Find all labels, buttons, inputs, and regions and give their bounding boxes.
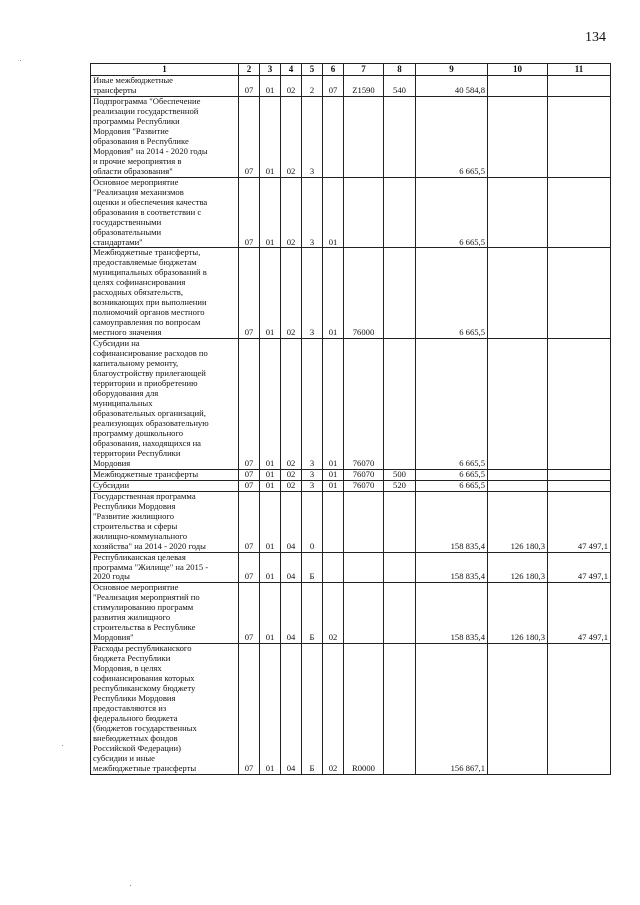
row-name: Межбюджетные трансферты, предоставляемые бюджетам муниципальных образований в целях софинансирования расходных обязательств, возникающих при выполнении полномочий органов местного самоуправления по вопросам местного значения: [91, 248, 239, 339]
code-subsection: 01: [260, 76, 281, 97]
row-name: Субсидии на софинансирование расходов по капитальному ремонту, благоустройству прилегающей территории и приобретению оборудования для муниципальных образовательных организаций, реализующих образовательную программу дошкольного образования, находящихся на территории Республики Мордовия: [91, 339, 239, 470]
col-header: 2: [239, 64, 260, 76]
code-program: 02: [281, 96, 302, 177]
code-section: 07: [239, 76, 260, 97]
col-header: 7: [344, 64, 384, 76]
amount-col-10: 126 180,3: [488, 552, 548, 583]
code-program: 04: [281, 552, 302, 583]
table-row: [91, 552, 611, 583]
code-expense-type: [384, 491, 416, 552]
table-row: [91, 96, 611, 177]
col-header: 3: [260, 64, 281, 76]
code-subsection: 01: [260, 644, 281, 775]
scan-dot: [20, 60, 21, 61]
amount-col-10: [488, 248, 548, 339]
code-activity: 01: [323, 480, 344, 491]
code-activity: 01: [323, 248, 344, 339]
code-expense-type: 500: [384, 469, 416, 480]
code-expense-type: [384, 552, 416, 583]
row-name: Основное мероприятие "Реализация механизмов оценки и обеспечения качества образования в соответствии с государственными образовательными стандартами": [91, 177, 239, 248]
amount-col-10: [488, 76, 548, 97]
code-subsection: 01: [260, 469, 281, 480]
col-header: 11: [548, 64, 611, 76]
table-row: [91, 177, 611, 248]
table-row: [91, 644, 611, 775]
amount-col-9: 6 665,5: [416, 469, 488, 480]
code-activity: 02: [323, 583, 344, 644]
row-name: Субсидии: [91, 480, 239, 491]
amount-col-10: [488, 96, 548, 177]
amount-col-9: 158 835,4: [416, 491, 488, 552]
code-direction: [344, 552, 384, 583]
code-direction: [344, 96, 384, 177]
table-row: [91, 76, 611, 97]
code-direction: 76070: [344, 339, 384, 470]
code-subsection: 01: [260, 177, 281, 248]
code-program: 02: [281, 76, 302, 97]
row-name: Иные межбюджетные трансферты: [91, 76, 239, 97]
code-expense-type: [384, 644, 416, 775]
code-subprogram: Б: [302, 552, 323, 583]
col-header: 9: [416, 64, 488, 76]
code-direction: [344, 583, 384, 644]
code-expense-type: 540: [384, 76, 416, 97]
code-subsection: 01: [260, 491, 281, 552]
header-row: [91, 64, 611, 76]
row-name: Межбюджетные трансферты: [91, 469, 239, 480]
row-name: Основное мероприятие "Реализация мероприятий по стимулированию программ развития жилищного строительства в Республике Мордовия": [91, 583, 239, 644]
amount-col-9: 6 665,5: [416, 177, 488, 248]
amount-col-9: 156 867,1: [416, 644, 488, 775]
code-expense-type: [384, 583, 416, 644]
code-subsection: 01: [260, 96, 281, 177]
code-activity: 01: [323, 339, 344, 470]
code-expense-type: [384, 248, 416, 339]
code-expense-type: [384, 339, 416, 470]
code-activity: [323, 552, 344, 583]
code-activity: [323, 96, 344, 177]
amount-col-11: [548, 177, 611, 248]
code-subsection: 01: [260, 583, 281, 644]
col-header: 8: [384, 64, 416, 76]
code-section: 07: [239, 644, 260, 775]
code-program: 02: [281, 177, 302, 248]
code-subprogram: 3: [302, 480, 323, 491]
code-subsection: 01: [260, 480, 281, 491]
amount-col-9: 40 584,8: [416, 76, 488, 97]
code-activity: 01: [323, 177, 344, 248]
code-expense-type: [384, 96, 416, 177]
col-header: 10: [488, 64, 548, 76]
table-row: [91, 491, 611, 552]
code-subprogram: Б: [302, 583, 323, 644]
amount-col-9: 6 665,5: [416, 480, 488, 491]
amount-col-10: 126 180,3: [488, 583, 548, 644]
amount-col-11: [548, 96, 611, 177]
code-subprogram: 0: [302, 491, 323, 552]
code-program: 02: [281, 248, 302, 339]
code-section: 07: [239, 339, 260, 470]
code-activity: 07: [323, 76, 344, 97]
amount-col-11: [548, 248, 611, 339]
amount-col-10: [488, 469, 548, 480]
amount-col-11: [548, 76, 611, 97]
code-activity: 01: [323, 469, 344, 480]
code-activity: [323, 491, 344, 552]
amount-col-10: [488, 177, 548, 248]
code-section: 07: [239, 480, 260, 491]
row-name: Государственная программа Республики Мордовия "Развитие жилищного строительства и сферы жилищно-коммунального хозяйства" на 2014 - 2020 годы: [91, 491, 239, 552]
col-header: 1: [91, 64, 239, 76]
code-direction: R0000: [344, 644, 384, 775]
code-subsection: 01: [260, 248, 281, 339]
code-subprogram: 2: [302, 76, 323, 97]
amount-col-10: 126 180,3: [488, 491, 548, 552]
amount-col-11: 47 497,1: [548, 491, 611, 552]
amount-col-9: 6 665,5: [416, 339, 488, 470]
code-section: 07: [239, 583, 260, 644]
amount-col-11: 47 497,1: [548, 583, 611, 644]
col-header: 4: [281, 64, 302, 76]
code-direction: 76000: [344, 248, 384, 339]
amount-col-11: [548, 480, 611, 491]
col-header: 5: [302, 64, 323, 76]
table-row: [91, 248, 611, 339]
code-expense-type: [384, 177, 416, 248]
code-direction: [344, 177, 384, 248]
row-name: Подпрограмма "Обеспечение реализации государственной программы Республики Мордовия "Развитие образования в Республике Мордовия" на 2014 - 2020 годы и прочие мероприятия в области образования": [91, 96, 239, 177]
code-direction: 76070: [344, 480, 384, 491]
code-program: 04: [281, 583, 302, 644]
code-subprogram: 3: [302, 248, 323, 339]
amount-col-11: [548, 339, 611, 470]
table-row: [91, 339, 611, 470]
code-subsection: 01: [260, 339, 281, 470]
code-program: 02: [281, 480, 302, 491]
code-program: 04: [281, 491, 302, 552]
amount-col-9: 158 835,4: [416, 583, 488, 644]
code-subprogram: 3: [302, 469, 323, 480]
code-direction: Z1590: [344, 76, 384, 97]
table-row: [91, 469, 611, 480]
table-row: [91, 583, 611, 644]
code-section: 07: [239, 491, 260, 552]
amount-col-11: [548, 644, 611, 775]
code-activity: 02: [323, 644, 344, 775]
amount-col-10: [488, 644, 548, 775]
amount-col-9: 6 665,5: [416, 248, 488, 339]
code-expense-type: 520: [384, 480, 416, 491]
code-program: 04: [281, 644, 302, 775]
code-subprogram: 3: [302, 339, 323, 470]
table-body: [91, 76, 611, 775]
row-name: Расходы республиканского бюджета Республики Мордовия, в целях софинансирования которых республиканскому бюджету Республики Мордовия предоставляются из федерального бюджета (бюджетов государственных внебюджетных фондов Российской Федерации) субсидии и иные межбюджетные трансферты: [91, 644, 239, 775]
code-program: 02: [281, 469, 302, 480]
amount-col-11: [548, 469, 611, 480]
scan-dot: [62, 745, 63, 746]
col-header: 6: [323, 64, 344, 76]
code-subsection: 01: [260, 552, 281, 583]
code-direction: [344, 491, 384, 552]
code-program: 02: [281, 339, 302, 470]
code-section: 07: [239, 552, 260, 583]
amount-col-9: 6 665,5: [416, 96, 488, 177]
code-section: 07: [239, 96, 260, 177]
page-number: 134: [585, 30, 606, 45]
amount-col-9: 158 835,4: [416, 552, 488, 583]
code-subprogram: Б: [302, 644, 323, 775]
code-section: 07: [239, 248, 260, 339]
scan-dot: [130, 885, 131, 886]
code-direction: 76070: [344, 469, 384, 480]
code-section: 07: [239, 469, 260, 480]
code-subprogram: 3: [302, 96, 323, 177]
budget-table: [90, 63, 611, 775]
amount-col-10: [488, 480, 548, 491]
table-row: [91, 480, 611, 491]
amount-col-10: [488, 339, 548, 470]
amount-col-11: 47 497,1: [548, 552, 611, 583]
code-subprogram: 3: [302, 177, 323, 248]
code-section: 07: [239, 177, 260, 248]
row-name: Республиканская целевая программа "Жилище" на 2015 - 2020 годы: [91, 552, 239, 583]
